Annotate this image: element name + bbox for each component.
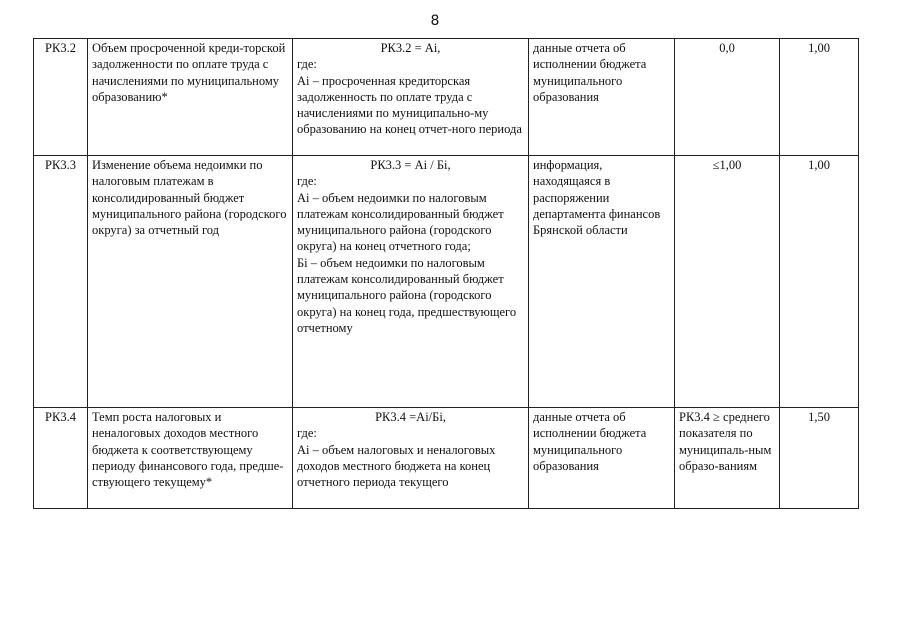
indicator-code: РК3.3	[34, 156, 88, 408]
indicator-code: РК3.4	[34, 408, 88, 509]
table-row	[34, 408, 859, 509]
table-row	[34, 156, 859, 408]
formula-line: где:	[297, 174, 317, 189]
formula-line: отчетного периода текущего	[297, 475, 449, 490]
weight-value: 1,50	[780, 408, 859, 509]
formula-line: где:	[297, 426, 317, 441]
formula-line: Аi – просроченная кредиторская задолженность по оплате труда с начислениями по муниципально-му образованию на конец отчет-ного периода	[297, 73, 522, 137]
indicator-name: Темп роста налоговых и неналоговых доходов местного бюджета к соответствующему периоду финансового года, предше-ствующего текущему*	[88, 408, 293, 509]
formula-line: Бi – объем недоимки по налоговым платежам консолидированный бюджет муниципального района (городского округа) на конец года, предшествующего отчетному	[297, 255, 517, 335]
formula-line: Аi – объем налоговых и неналоговых доходов местного бюджета на конец	[297, 442, 496, 473]
indicator-name: Изменение объема недоимки по налоговым платежам в консолидированный бюджет муниципального района (городского округа) за отчетный год	[88, 156, 293, 408]
indicator-code: РК3.2	[34, 39, 88, 156]
indicator-formula	[293, 39, 529, 156]
data-source: данные отчета об исполнении бюджета муниципального образования	[529, 39, 675, 156]
formula-head: РК3.2 = Аi,	[380, 41, 441, 55]
indicator-name: Объем просроченной креди-торской задолженности по оплате труда с начислениями по муниципальному образованию*	[88, 39, 293, 156]
indicator-formula	[293, 156, 529, 408]
formula-head: РК3.4 =Аi/Бi,	[375, 410, 446, 424]
indicator-formula	[293, 408, 529, 509]
data-source: информация, находящаяся в распоряжении департамента финансов Брянской области	[529, 156, 675, 408]
table-row	[34, 39, 859, 156]
threshold-value: 0,0	[675, 39, 780, 156]
threshold-value: РК3.4 ≥ среднего показателя по муниципаль-ным образо-ваниям	[675, 408, 780, 509]
page-number: 8	[430, 13, 440, 29]
weight-value: 1,00	[780, 39, 859, 156]
threshold-value: ≤1,00	[675, 156, 780, 408]
formula-line: где:	[297, 57, 317, 72]
data-source: данные отчета об исполнении бюджета муниципального образования	[529, 408, 675, 509]
formula-line: Аi – объем недоимки по налоговым платежам консолидированный бюджет муниципального района (городского округа) на конец отчетного года;	[297, 190, 504, 254]
indicators-table	[33, 38, 859, 509]
formula-head: РК3.3 = Аi / Бi,	[370, 158, 451, 172]
weight-value: 1,00	[780, 156, 859, 408]
